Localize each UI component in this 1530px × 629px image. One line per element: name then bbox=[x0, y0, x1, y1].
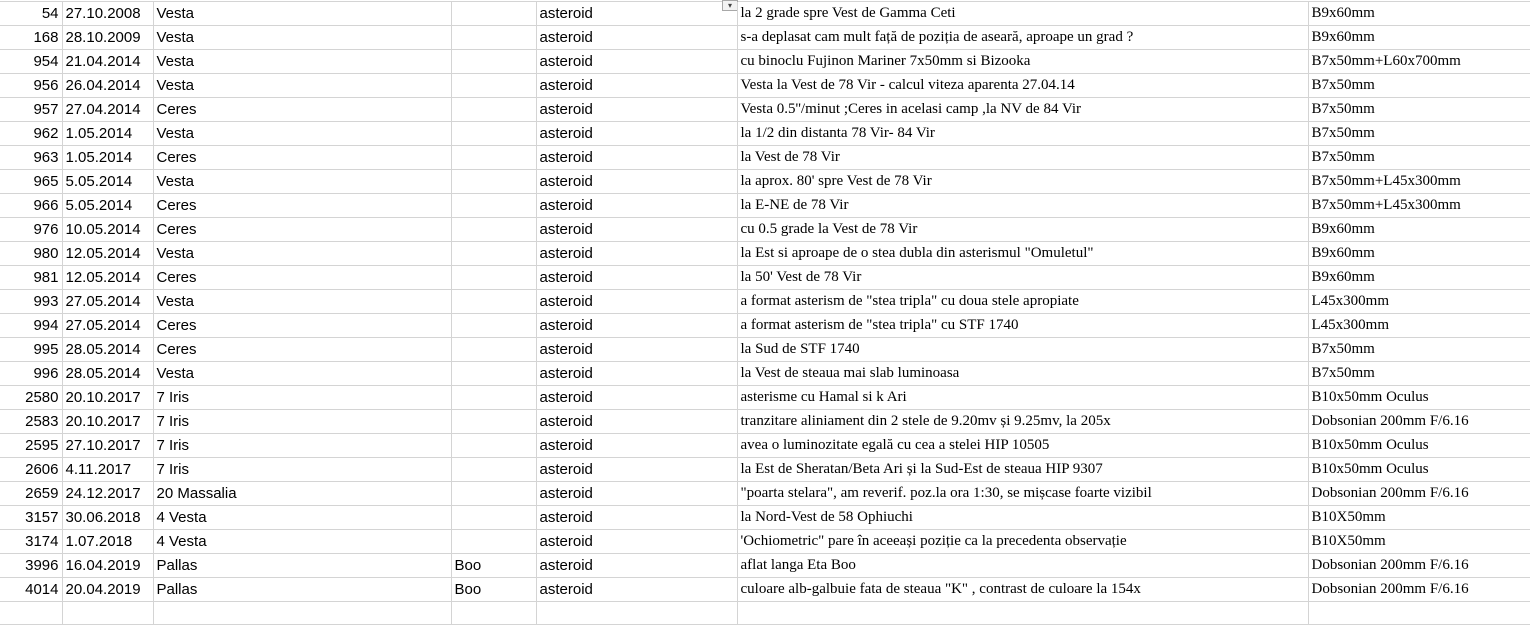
cell-notes[interactable]: a format asterism de "stea tripla" cu doua stele apropiate bbox=[737, 290, 1308, 314]
cell-date[interactable]: 27.04.2014 bbox=[62, 98, 153, 122]
cell-instrument[interactable]: B7x50mm bbox=[1308, 98, 1530, 122]
cell-object-type[interactable]: asteroid bbox=[536, 482, 737, 506]
cell-instrument[interactable]: L45x300mm bbox=[1308, 314, 1530, 338]
cell-object[interactable]: Ceres bbox=[153, 266, 451, 290]
cell-date[interactable] bbox=[62, 602, 153, 625]
table-row bbox=[0, 26, 1530, 50]
cell-constellation[interactable] bbox=[451, 146, 536, 170]
cell-instrument[interactable]: Dobsonian 200mm F/6.16 bbox=[1308, 554, 1530, 578]
cell-notes[interactable]: Vesta la Vest de 78 Vir - calcul viteza aparenta 27.04.14 bbox=[737, 74, 1308, 98]
cell-object-type[interactable]: asteroid bbox=[536, 530, 737, 554]
cell-object[interactable]: Vesta bbox=[153, 122, 451, 146]
table-row bbox=[0, 2, 1530, 26]
cell-instrument[interactable]: B10x50mm Oculus bbox=[1308, 434, 1530, 458]
cell-object-type[interactable]: asteroid bbox=[536, 74, 737, 98]
table-row bbox=[0, 602, 1530, 625]
cell-constellation[interactable] bbox=[451, 530, 536, 554]
cell-date[interactable]: 12.05.2014 bbox=[62, 242, 153, 266]
table-row bbox=[0, 290, 1530, 314]
cell-object[interactable]: Ceres bbox=[153, 194, 451, 218]
table-row bbox=[0, 362, 1530, 386]
cell-object[interactable]: Vesta bbox=[153, 290, 451, 314]
cell-observation-number[interactable]: 54 bbox=[0, 2, 62, 26]
observation-table bbox=[0, 2, 1530, 625]
cell-instrument[interactable] bbox=[1308, 602, 1530, 625]
cell-instrument[interactable]: B7x50mm bbox=[1308, 74, 1530, 98]
cell-constellation[interactable] bbox=[451, 314, 536, 338]
cell-object[interactable]: Ceres bbox=[153, 146, 451, 170]
cell-object-type[interactable]: asteroid bbox=[536, 506, 737, 530]
cell-instrument[interactable]: B7x50mm+L45x300mm bbox=[1308, 170, 1530, 194]
cell-instrument[interactable]: B7x50mm bbox=[1308, 122, 1530, 146]
cell-notes[interactable]: la Vest de steaua mai slab luminoasa bbox=[737, 362, 1308, 386]
cell-object-type[interactable]: asteroid bbox=[536, 578, 737, 602]
table-row bbox=[0, 50, 1530, 74]
cell-date[interactable]: 26.04.2014 bbox=[62, 74, 153, 98]
cell-notes[interactable]: la E-NE de 78 Vir bbox=[737, 194, 1308, 218]
cell-date[interactable]: 1.07.2018 bbox=[62, 530, 153, 554]
cell-constellation[interactable]: Boo bbox=[451, 554, 536, 578]
cell-object-type[interactable]: asteroid bbox=[536, 266, 737, 290]
cell-constellation[interactable] bbox=[451, 242, 536, 266]
cell-constellation[interactable] bbox=[451, 434, 536, 458]
cell-observation-number[interactable]: 2606 bbox=[0, 458, 62, 482]
cell-object[interactable]: Vesta bbox=[153, 170, 451, 194]
cell-object-type[interactable] bbox=[536, 602, 737, 625]
table-row bbox=[0, 530, 1530, 554]
table-row bbox=[0, 410, 1530, 434]
cell-observation-number[interactable]: 3996 bbox=[0, 554, 62, 578]
cell-constellation[interactable] bbox=[451, 74, 536, 98]
cell-constellation[interactable] bbox=[451, 26, 536, 50]
cell-date[interactable]: 30.06.2018 bbox=[62, 506, 153, 530]
cell-notes[interactable]: a format asterism de "stea tripla" cu STF 1740 bbox=[737, 314, 1308, 338]
table-row bbox=[0, 194, 1530, 218]
cell-date[interactable]: 21.04.2014 bbox=[62, 50, 153, 74]
cell-object-type[interactable]: asteroid bbox=[536, 242, 737, 266]
table-row bbox=[0, 170, 1530, 194]
cell-observation-number[interactable]: 996 bbox=[0, 362, 62, 386]
table-row bbox=[0, 314, 1530, 338]
cell-instrument[interactable]: B10x50mm Oculus bbox=[1308, 458, 1530, 482]
cell-notes[interactable]: la 1/2 din distanta 78 Vir- 84 Vir bbox=[737, 122, 1308, 146]
cell-date[interactable]: 24.12.2017 bbox=[62, 482, 153, 506]
cell-instrument[interactable]: B7x50mm+L45x300mm bbox=[1308, 194, 1530, 218]
cell-object[interactable]: Ceres bbox=[153, 338, 451, 362]
cell-constellation[interactable] bbox=[451, 338, 536, 362]
cell-date[interactable]: 27.05.2014 bbox=[62, 290, 153, 314]
cell-object[interactable]: 7 Iris bbox=[153, 386, 451, 410]
table-row bbox=[0, 218, 1530, 242]
cell-object[interactable]: Vesta bbox=[153, 74, 451, 98]
cell-notes[interactable]: la 50' Vest de 78 Vir bbox=[737, 266, 1308, 290]
filter-funnel-icon[interactable]: ▾ bbox=[722, 0, 738, 11]
cell-date[interactable]: 20.10.2017 bbox=[62, 410, 153, 434]
cell-notes[interactable]: la Nord-Vest de 58 Ophiuchi bbox=[737, 506, 1308, 530]
cell-instrument[interactable]: B10X50mm bbox=[1308, 530, 1530, 554]
cell-constellation[interactable] bbox=[451, 602, 536, 625]
table-row bbox=[0, 554, 1530, 578]
cell-constellation[interactable] bbox=[451, 290, 536, 314]
table-row bbox=[0, 122, 1530, 146]
cell-observation-number[interactable]: 995 bbox=[0, 338, 62, 362]
cell-notes[interactable]: avea o luminozitate egală cu cea a stelei HIP 10505 bbox=[737, 434, 1308, 458]
cell-instrument[interactable]: B7x50mm bbox=[1308, 362, 1530, 386]
table-row bbox=[0, 506, 1530, 530]
cell-object[interactable]: Vesta bbox=[153, 242, 451, 266]
cell-object-type[interactable]: asteroid bbox=[536, 2, 737, 26]
cell-object[interactable]: Pallas bbox=[153, 554, 451, 578]
cell-instrument[interactable]: Dobsonian 200mm F/6.16 bbox=[1308, 578, 1530, 602]
cell-notes[interactable]: cu 0.5 grade la Vest de 78 Vir bbox=[737, 218, 1308, 242]
cell-date[interactable]: 5.05.2014 bbox=[62, 194, 153, 218]
cell-object-type[interactable]: asteroid bbox=[536, 170, 737, 194]
cell-constellation[interactable] bbox=[451, 362, 536, 386]
cell-object-type[interactable]: asteroid bbox=[536, 98, 737, 122]
cell-object[interactable]: Vesta bbox=[153, 26, 451, 50]
cell-observation-number[interactable]: 963 bbox=[0, 146, 62, 170]
cell-object[interactable]: Pallas bbox=[153, 578, 451, 602]
cell-object-type[interactable]: asteroid bbox=[536, 458, 737, 482]
cell-constellation[interactable] bbox=[451, 218, 536, 242]
cell-object-type[interactable]: asteroid bbox=[536, 122, 737, 146]
cell-instrument[interactable]: B9x60mm bbox=[1308, 26, 1530, 50]
table-row bbox=[0, 482, 1530, 506]
cell-observation-number[interactable]: 993 bbox=[0, 290, 62, 314]
cell-object-type[interactable]: asteroid bbox=[536, 218, 737, 242]
cell-instrument[interactable]: B9x60mm bbox=[1308, 242, 1530, 266]
table-row bbox=[0, 266, 1530, 290]
cell-constellation[interactable] bbox=[451, 50, 536, 74]
cell-constellation[interactable] bbox=[451, 410, 536, 434]
cell-notes[interactable]: cu binoclu Fujinon Mariner 7x50mm si Bizooka bbox=[737, 50, 1308, 74]
cell-observation-number[interactable]: 2595 bbox=[0, 434, 62, 458]
cell-notes[interactable]: Vesta 0.5''/minut ;Ceres in acelasi camp ,la NV de 84 Vir bbox=[737, 98, 1308, 122]
cell-object[interactable]: Vesta bbox=[153, 2, 451, 26]
cell-object[interactable]: 4 Vesta bbox=[153, 530, 451, 554]
cell-observation-number[interactable]: 957 bbox=[0, 98, 62, 122]
cell-observation-number[interactable]: 4014 bbox=[0, 578, 62, 602]
cell-notes[interactable]: tranzitare aliniament din 2 stele de 9.20mv și 9.25mv, la 205x bbox=[737, 410, 1308, 434]
cell-instrument[interactable]: Dobsonian 200mm F/6.16 bbox=[1308, 410, 1530, 434]
cell-notes[interactable]: asterisme cu Hamal si k Ari bbox=[737, 386, 1308, 410]
cell-constellation[interactable] bbox=[451, 386, 536, 410]
cell-date[interactable]: 28.10.2009 bbox=[62, 26, 153, 50]
table-row bbox=[0, 338, 1530, 362]
cell-observation-number[interactable]: 980 bbox=[0, 242, 62, 266]
cell-instrument[interactable]: B9x60mm bbox=[1308, 266, 1530, 290]
cell-date[interactable]: 27.10.2017 bbox=[62, 434, 153, 458]
cell-date[interactable]: 1.05.2014 bbox=[62, 146, 153, 170]
table-row bbox=[0, 242, 1530, 266]
cell-observation-number[interactable]: 3157 bbox=[0, 506, 62, 530]
cell-object-type[interactable]: asteroid bbox=[536, 314, 737, 338]
cell-object[interactable]: Vesta bbox=[153, 362, 451, 386]
cell-observation-number[interactable] bbox=[0, 602, 62, 625]
cell-notes[interactable]: culoare alb-galbuie fata de steaua "K" , contrast de culoare la 154x bbox=[737, 578, 1308, 602]
cell-object[interactable]: 7 Iris bbox=[153, 458, 451, 482]
table-row bbox=[0, 146, 1530, 170]
cell-notes[interactable] bbox=[737, 602, 1308, 625]
cell-instrument[interactable]: B7x50mm bbox=[1308, 146, 1530, 170]
cell-observation-number[interactable]: 962 bbox=[0, 122, 62, 146]
cell-object[interactable]: Ceres bbox=[153, 98, 451, 122]
cell-notes[interactable]: la Sud de STF 1740 bbox=[737, 338, 1308, 362]
cell-date[interactable]: 28.05.2014 bbox=[62, 338, 153, 362]
cell-constellation[interactable] bbox=[451, 194, 536, 218]
cell-constellation[interactable] bbox=[451, 2, 536, 26]
cell-notes[interactable]: la Vest de 78 Vir bbox=[737, 146, 1308, 170]
cell-instrument[interactable]: B9x60mm bbox=[1308, 218, 1530, 242]
table-row bbox=[0, 578, 1530, 602]
cell-observation-number[interactable]: 954 bbox=[0, 50, 62, 74]
cell-date[interactable]: 5.05.2014 bbox=[62, 170, 153, 194]
cell-date[interactable]: 20.04.2019 bbox=[62, 578, 153, 602]
cell-date[interactable]: 27.10.2008 bbox=[62, 2, 153, 26]
cell-object[interactable]: Ceres bbox=[153, 314, 451, 338]
cell-notes[interactable]: aflat langa Eta Boo bbox=[737, 554, 1308, 578]
cell-date[interactable]: 10.05.2014 bbox=[62, 218, 153, 242]
cell-date[interactable]: 1.05.2014 bbox=[62, 122, 153, 146]
cell-observation-number[interactable]: 981 bbox=[0, 266, 62, 290]
cell-notes[interactable]: "poarta stelara", am reverif. poz.la ora 1:30, se mișcase foarte vizibil bbox=[737, 482, 1308, 506]
cell-instrument[interactable]: B7x50mm bbox=[1308, 338, 1530, 362]
cell-constellation[interactable] bbox=[451, 482, 536, 506]
cell-notes[interactable]: s-a deplasat cam mult față de poziția de aseară, aproape un grad ? bbox=[737, 26, 1308, 50]
cell-notes[interactable]: la 2 grade spre Vest de Gamma Ceti bbox=[737, 2, 1308, 26]
cell-constellation[interactable] bbox=[451, 506, 536, 530]
table-row bbox=[0, 458, 1530, 482]
table-row bbox=[0, 386, 1530, 410]
cell-instrument[interactable]: B9x60mm bbox=[1308, 2, 1530, 26]
table-row bbox=[0, 74, 1530, 98]
table-row bbox=[0, 434, 1530, 458]
cell-date[interactable]: 20.10.2017 bbox=[62, 386, 153, 410]
cell-observation-number[interactable]: 3174 bbox=[0, 530, 62, 554]
cell-object-type[interactable]: asteroid bbox=[536, 386, 737, 410]
cell-object-type[interactable]: asteroid bbox=[536, 194, 737, 218]
cell-constellation[interactable] bbox=[451, 170, 536, 194]
cell-constellation[interactable] bbox=[451, 122, 536, 146]
cell-observation-number[interactable]: 976 bbox=[0, 218, 62, 242]
cell-date[interactable]: 12.05.2014 bbox=[62, 266, 153, 290]
cell-constellation[interactable] bbox=[451, 458, 536, 482]
cell-object[interactable]: 4 Vesta bbox=[153, 506, 451, 530]
cell-object-type[interactable]: asteroid bbox=[536, 434, 737, 458]
cell-object-type[interactable]: asteroid bbox=[536, 362, 737, 386]
cell-observation-number[interactable]: 965 bbox=[0, 170, 62, 194]
cell-observation-number[interactable]: 2659 bbox=[0, 482, 62, 506]
cell-object[interactable]: Vesta bbox=[153, 50, 451, 74]
cell-notes[interactable]: la Est si aproape de o stea dubla din asterismul "Omuletul" bbox=[737, 242, 1308, 266]
cell-constellation[interactable] bbox=[451, 98, 536, 122]
cell-observation-number[interactable]: 2583 bbox=[0, 410, 62, 434]
cell-date[interactable]: 27.05.2014 bbox=[62, 314, 153, 338]
cell-object-type[interactable]: asteroid bbox=[536, 26, 737, 50]
cell-object-type[interactable]: asteroid bbox=[536, 146, 737, 170]
cell-observation-number[interactable]: 956 bbox=[0, 74, 62, 98]
cell-object[interactable]: 7 Iris bbox=[153, 410, 451, 434]
cell-object-type[interactable]: asteroid bbox=[536, 410, 737, 434]
cell-constellation[interactable] bbox=[451, 266, 536, 290]
cell-object-type[interactable]: asteroid bbox=[536, 554, 737, 578]
cell-instrument[interactable]: Dobsonian 200mm F/6.16 bbox=[1308, 482, 1530, 506]
cell-object-type[interactable]: asteroid bbox=[536, 338, 737, 362]
cell-instrument[interactable]: B10X50mm bbox=[1308, 506, 1530, 530]
cell-date[interactable]: 16.04.2019 bbox=[62, 554, 153, 578]
cell-observation-number[interactable]: 994 bbox=[0, 314, 62, 338]
cell-notes[interactable]: la Est de Sheratan/Beta Ari și la Sud-Est de steaua HIP 9307 bbox=[737, 458, 1308, 482]
cell-date[interactable]: 4.11.2017 bbox=[62, 458, 153, 482]
cell-object[interactable]: Ceres bbox=[153, 218, 451, 242]
cell-date[interactable]: 28.05.2014 bbox=[62, 362, 153, 386]
cell-object[interactable]: 7 Iris bbox=[153, 434, 451, 458]
cell-observation-number[interactable]: 2580 bbox=[0, 386, 62, 410]
cell-notes[interactable]: 'Ochiometric" pare în aceeași poziție ca la precedenta observație bbox=[737, 530, 1308, 554]
table-row bbox=[0, 98, 1530, 122]
cell-notes[interactable]: la aprox. 80' spre Vest de 78 Vir bbox=[737, 170, 1308, 194]
cell-observation-number[interactable]: 168 bbox=[0, 26, 62, 50]
cell-constellation[interactable]: Boo bbox=[451, 578, 536, 602]
cell-object[interactable] bbox=[153, 602, 451, 625]
cell-object-type[interactable]: asteroid bbox=[536, 290, 737, 314]
cell-object[interactable]: 20 Massalia bbox=[153, 482, 451, 506]
cell-instrument[interactable]: L45x300mm bbox=[1308, 290, 1530, 314]
cell-instrument[interactable]: B10x50mm Oculus bbox=[1308, 386, 1530, 410]
cell-object-type[interactable]: asteroid bbox=[536, 50, 737, 74]
cell-observation-number[interactable]: 966 bbox=[0, 194, 62, 218]
cell-instrument[interactable]: B7x50mm+L60x700mm bbox=[1308, 50, 1530, 74]
